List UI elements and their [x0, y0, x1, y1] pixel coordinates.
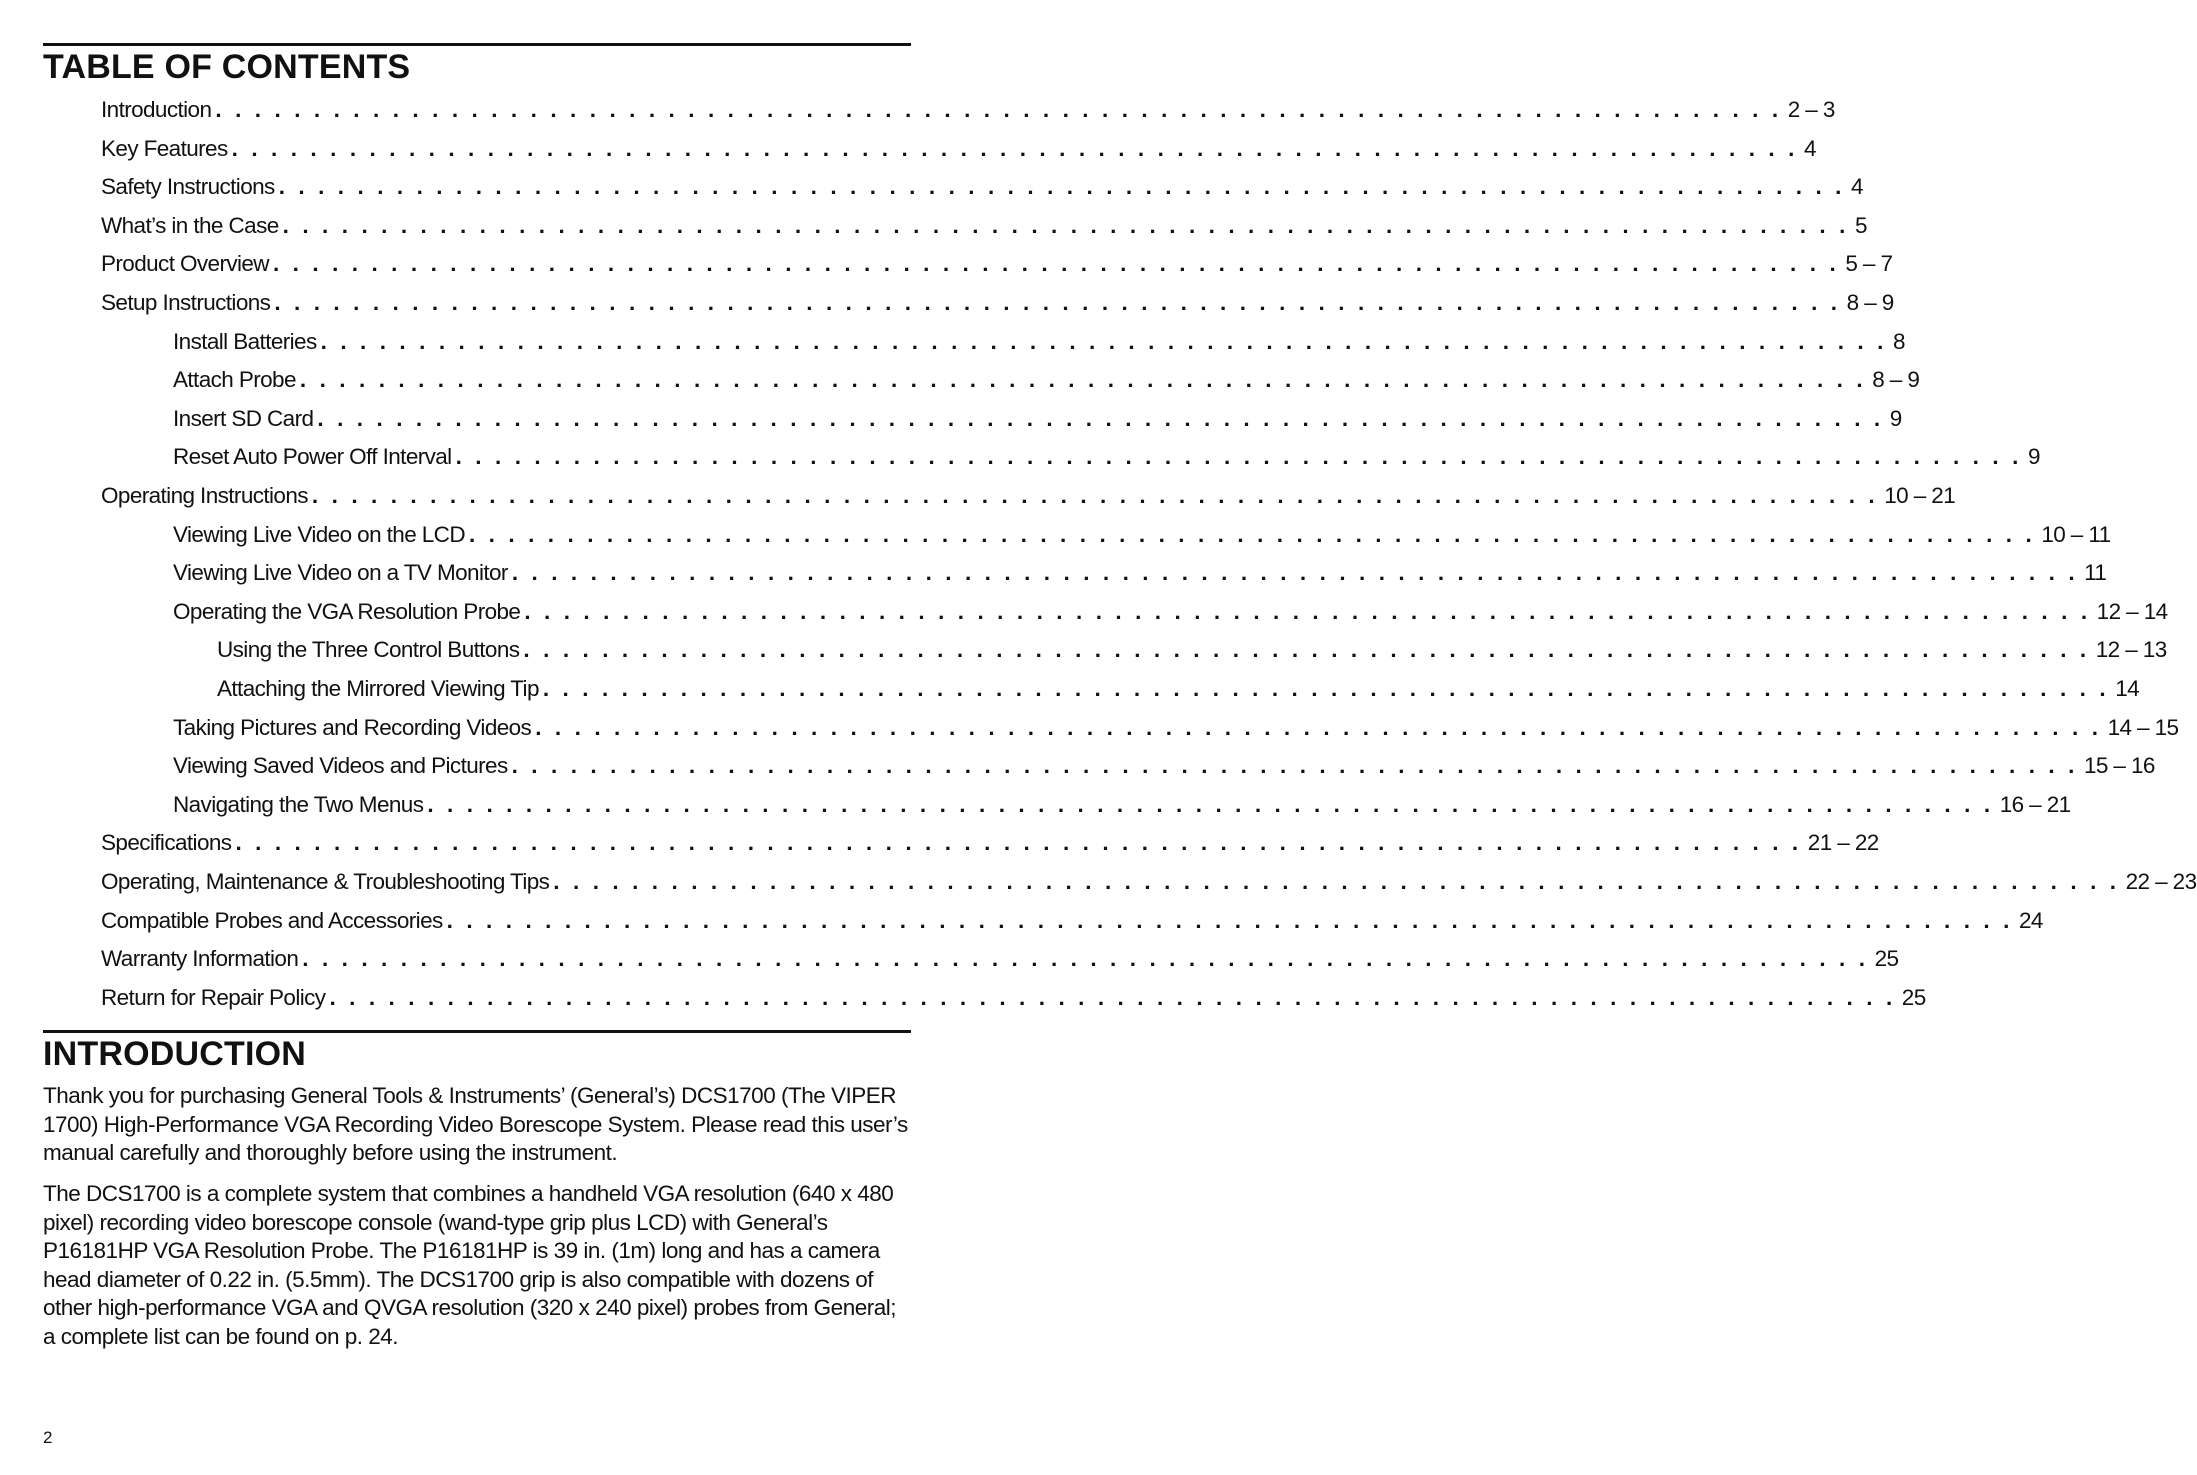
toc-entry-pages: 4: [1851, 174, 1863, 200]
toc-dot-leader: . . . . . . . . . . . . . . . . . . . . . . . . . . . . . . . . . . . . . . . . . . . . . . . . . . . . . . . . . . . . . . . . . . . . . . . . . . . . . . . .: [235, 830, 1802, 856]
toc-entry-title: Insert SD Card: [173, 405, 314, 431]
toc-entry-title: Navigating the Two Menus: [173, 791, 424, 817]
toc-dot-leader: . . . . . . . . . . . . . . . . . . . . . . . . . . . . . . . . . . . . . . . . . . . . . . . . . . . . . . . . . . . . . . . . . . . . . . . . . . . . . . . .: [524, 598, 2091, 624]
toc-entry-title: Operating, Maintenance & Troubleshooting Tips: [101, 869, 550, 894]
introduction-heading: INTRODUCTION: [43, 1035, 307, 1073]
toc-entry-pages: 8: [1892, 328, 1905, 354]
toc-entry-pages: 9: [1889, 405, 1902, 431]
toc-entry-pages: 8 – 9: [1846, 290, 1894, 315]
toc-entry-title: Viewing Saved Videos and Pictures: [173, 753, 508, 779]
toc-entry-pages: 11: [2084, 560, 2107, 586]
toc-entry-title: Operating Instructions: [101, 483, 308, 508]
toc-entry: [173, 745, 2155, 779]
toc-entry: [101, 938, 1899, 972]
toc-entry: [101, 861, 2197, 895]
toc-entry-title: Compatible Probes and Accessories: [101, 907, 443, 933]
toc-dot-leader: . . . . . . . . . . . . . . . . . . . . . . . . . . . . . . . . . . . . . . . . . . . . . . . . . . . . . . . . . . . . . . . . . . . . . . . . . . . . . . . .: [468, 521, 2036, 547]
toc-entry-pages: 25: [1874, 946, 1899, 972]
toc-entry: [101, 166, 1863, 200]
toc-dot-leader: . . . . . . . . . . . . . . . . . . . . . . . . . . . . . . . . . . . . . . . . . . . . . . . . . . . . . . . . . . . . . . . . . . . . . . . . . . . . . . . .: [215, 97, 1782, 122]
toc-entry-pages: 24: [2018, 907, 2043, 933]
toc-entry-pages: 22 – 23: [2125, 869, 2197, 894]
toc-dot-leader: . . . . . . . . . . . . . . . . . . . . . . . . . . . . . . . . . . . . . . . . . . . . . . . . . . . . . . . . . . . . . . . . . . . . . . . . . . . . . . . .: [299, 367, 1867, 393]
toc-entry: [173, 591, 2168, 625]
toc-top-rule: [43, 43, 911, 46]
toc-entry-title: Using the Three Control Buttons: [217, 637, 520, 663]
toc-entry-title: What’s in the Case: [101, 212, 279, 238]
toc-dot-leader: . . . . . . . . . . . . . . . . . . . . . . . . . . . . . . . . . . . . . . . . . . . . . . . . . . . . . . . . . . . . . . . . . . . . . . . . . . . . . . . .: [511, 753, 2078, 779]
toc-dot-leader: . . . . . . . . . . . . . . . . . . . . . . . . . . . . . . . . . . . . . . . . . . . . . . . . . . . . . . . . . . . . . . . . . . . . . . . . . . . . . . . .: [523, 637, 2090, 663]
toc-dot-leader: . . . . . . . . . . . . . . . . . . . . . . . . . . . . . . . . . . . . . . . . . . . . . . . . . . . . . . . . . . . . . . . . . . . . . . . . . . . . . . . .: [553, 869, 2120, 894]
introduction-paragraph: Thank you for purchasing General Tools & Instruments’ (General’s) DCS1700 (The VIPER 1700) High-Performance VGA Recording Video Borescope System. Please read this user’s manual carefully and thoroughly before using the instrument.: [43, 1083, 908, 1165]
toc-entry-title: Key Features: [101, 135, 228, 161]
toc-entry-title: Return for Repair Policy: [101, 984, 326, 1010]
toc-entry-title: Install Batteries: [173, 328, 317, 354]
toc-dot-leader: . . . . . . . . . . . . . . . . . . . . . . . . . . . . . . . . . . . . . . . . . . . . . . . . . . . . . . . . . . . . . . . . . . . . . . . . . . . . . . . .: [317, 405, 1884, 431]
toc-entry-title: Viewing Live Video on a TV Monitor: [173, 560, 508, 586]
toc-entry-pages: 2 – 3: [1787, 97, 1835, 122]
toc-entry-pages: 5 – 7: [1845, 251, 1893, 277]
toc-entry: [173, 436, 2040, 470]
toc-dot-leader: . . . . . . . . . . . . . . . . . . . . . . . . . . . . . . . . . . . . . . . . . . . . . . . . . . . . . . . . . . . . . . . . . . . . . . . . . . . . . . . .: [511, 560, 2079, 586]
toc-entry: [173, 707, 2179, 741]
toc-entry-pages: 16 – 21: [1999, 791, 2071, 817]
toc-entry-pages: 9: [2027, 444, 2040, 470]
toc-entry: [101, 243, 1893, 277]
toc-entry-pages: 14 – 15: [2107, 714, 2179, 740]
toc-dot-leader: . . . . . . . . . . . . . . . . . . . . . . . . . . . . . . . . . . . . . . . . . . . . . . . . . . . . . . . . . . . . . . . . . . . . . . . . . . . . . . . .: [278, 174, 1846, 200]
toc-entry: [173, 321, 1905, 355]
toc-entry-title: Warranty Information: [101, 946, 299, 972]
toc-entry-pages: 25: [1901, 984, 1926, 1010]
introduction-paragraph: The DCS1700 is a complete system that combines a handheld VGA resolution (640 x 480 pixel) recording video borescope console (wand-type grip plus LCD) with General’s P16181HP VGA Resolution Probe. The P16181HP is 39 in. (1m) long and has a camera head diameter of 0.22 in. (5.5mm). The DCS1700 grip is also compatible with dozens of other high-performance VGA and QVGA resolution (320 x 240 pixel) probes from General; a complete list can be found on p. 24.: [43, 1181, 896, 1349]
toc-entry: [173, 784, 2071, 818]
toc-entry: [217, 629, 2167, 663]
toc-entry-title: Introduction: [101, 97, 212, 122]
toc-entry-pages: 21 – 22: [1807, 830, 1879, 856]
toc-dot-leader: . . . . . . . . . . . . . . . . . . . . . . . . . . . . . . . . . . . . . . . . . . . . . . . . . . . . . . . . . . . . . . . . . . . . . . . . . . . . . . . .: [274, 290, 1841, 315]
toc-dot-leader: . . . . . . . . . . . . . . . . . . . . . . . . . . . . . . . . . . . . . . . . . . . . . . . . . . . . . . . . . . . . . . . . . . . . . . . . . . . . . . . .: [311, 483, 1879, 508]
toc-entry: [173, 514, 2111, 548]
toc-entry: [173, 552, 2107, 586]
toc-entry-title: Safety Instructions: [101, 174, 275, 200]
toc-dot-leader: . . . . . . . . . . . . . . . . . . . . . . . . . . . . . . . . . . . . . . . . . . . . . . . . . . . . . . . . . . . . . . . . . . . . . . . . . . . . . . . .: [535, 714, 2102, 740]
toc-entry-title: Attach Probe: [173, 367, 296, 393]
toc-dot-leader: . . . . . . . . . . . . . . . . . . . . . . . . . . . . . . . . . . . . . . . . . . . . . . . . . . . . . . . . . . . . . . . . . . . . . . . . . . . . . . . .: [231, 135, 1798, 161]
page-number: 2: [43, 1428, 53, 1447]
toc-entry: [101, 128, 1816, 162]
toc-entry: [217, 668, 2140, 702]
toc-entry-title: Setup Instructions: [101, 290, 271, 315]
toc-dot-leader: . . . . . . . . . . . . . . . . . . . . . . . . . . . . . . . . . . . . . . . . . . . . . . . . . . . . . . . . . . . . . . . . . . . . . . . . . . . . . . . .: [282, 212, 1849, 238]
toc-entry-pages: 14: [2115, 676, 2140, 701]
toc-entry-pages: 12 – 13: [2095, 637, 2167, 663]
toc-dot-leader: . . . . . . . . . . . . . . . . . . . . . . . . . . . . . . . . . . . . . . . . . . . . . . . . . . . . . . . . . . . . . . . . . . . . . . . . . . . . . . . .: [542, 676, 2110, 701]
toc-entry-pages: 4: [1803, 135, 1816, 161]
toc-entry-pages: 12 – 14: [2096, 598, 2168, 624]
toc-entry-title: Reset Auto Power Off Interval: [173, 444, 452, 470]
toc-entry: [101, 282, 1894, 316]
toc-entry: [101, 475, 1956, 509]
toc-dot-leader: . . . . . . . . . . . . . . . . . . . . . . . . . . . . . . . . . . . . . . . . . . . . . . . . . . . . . . . . . . . . . . . . . . . . . . . . . . . . . . . .: [427, 791, 1994, 817]
toc-entry: [101, 205, 1867, 239]
toc-entry: [101, 900, 2043, 934]
toc-dot-leader: . . . . . . . . . . . . . . . . . . . . . . . . . . . . . . . . . . . . . . . . . . . . . . . . . . . . . . . . . . . . . . . . . . . . . . . . . . . . . . . .: [272, 251, 1840, 277]
toc-entry: [101, 89, 1835, 123]
toc-dot-leader: . . . . . . . . . . . . . . . . . . . . . . . . . . . . . . . . . . . . . . . . . . . . . . . . . . . . . . . . . . . . . . . . . . . . . . . . . . . . . . . .: [455, 444, 2022, 470]
toc-entry-title: Attaching the Mirrored Viewing Tip: [217, 676, 539, 701]
toc-entry-title: Product Overview: [101, 251, 269, 277]
toc-entry-title: Specifications: [101, 830, 232, 856]
toc-entry-pages: 5: [1854, 212, 1867, 238]
toc-entry: [101, 977, 1926, 1011]
toc-entry-pages: 15 – 16: [2083, 753, 2155, 779]
toc-entry-title: Operating the VGA Resolution Probe: [173, 598, 521, 624]
toc-dot-leader: . . . . . . . . . . . . . . . . . . . . . . . . . . . . . . . . . . . . . . . . . . . . . . . . . . . . . . . . . . . . . . . . . . . . . . . . . . . . . . . .: [329, 984, 1896, 1010]
toc-entry-title: Taking Pictures and Recording Videos: [173, 714, 532, 740]
toc-dot-leader: . . . . . . . . . . . . . . . . . . . . . . . . . . . . . . . . . . . . . . . . . . . . . . . . . . . . . . . . . . . . . . . . . . . . . . . . . . . . . . . .: [446, 907, 2013, 933]
toc-heading: TABLE OF CONTENTS: [43, 48, 411, 86]
toc-entry: [173, 398, 1902, 432]
toc-dot-leader: . . . . . . . . . . . . . . . . . . . . . . . . . . . . . . . . . . . . . . . . . . . . . . . . . . . . . . . . . . . . . . . . . . . . . . . . . . . . . . . .: [320, 328, 1887, 354]
toc-entry-pages: 10 – 11: [2041, 521, 2111, 547]
toc-entry: [173, 359, 1920, 393]
toc-entry-pages: 8 – 9: [1872, 367, 1920, 393]
toc-entry: [101, 822, 1879, 856]
toc-entry-title: Viewing Live Video on the LCD: [173, 521, 465, 547]
toc-dot-leader: . . . . . . . . . . . . . . . . . . . . . . . . . . . . . . . . . . . . . . . . . . . . . . . . . . . . . . . . . . . . . . . . . . . . . . . . . . . . . . . .: [302, 946, 1869, 972]
toc-entry-pages: 10 – 21: [1884, 483, 1956, 508]
introduction-top-rule: [43, 1030, 911, 1033]
